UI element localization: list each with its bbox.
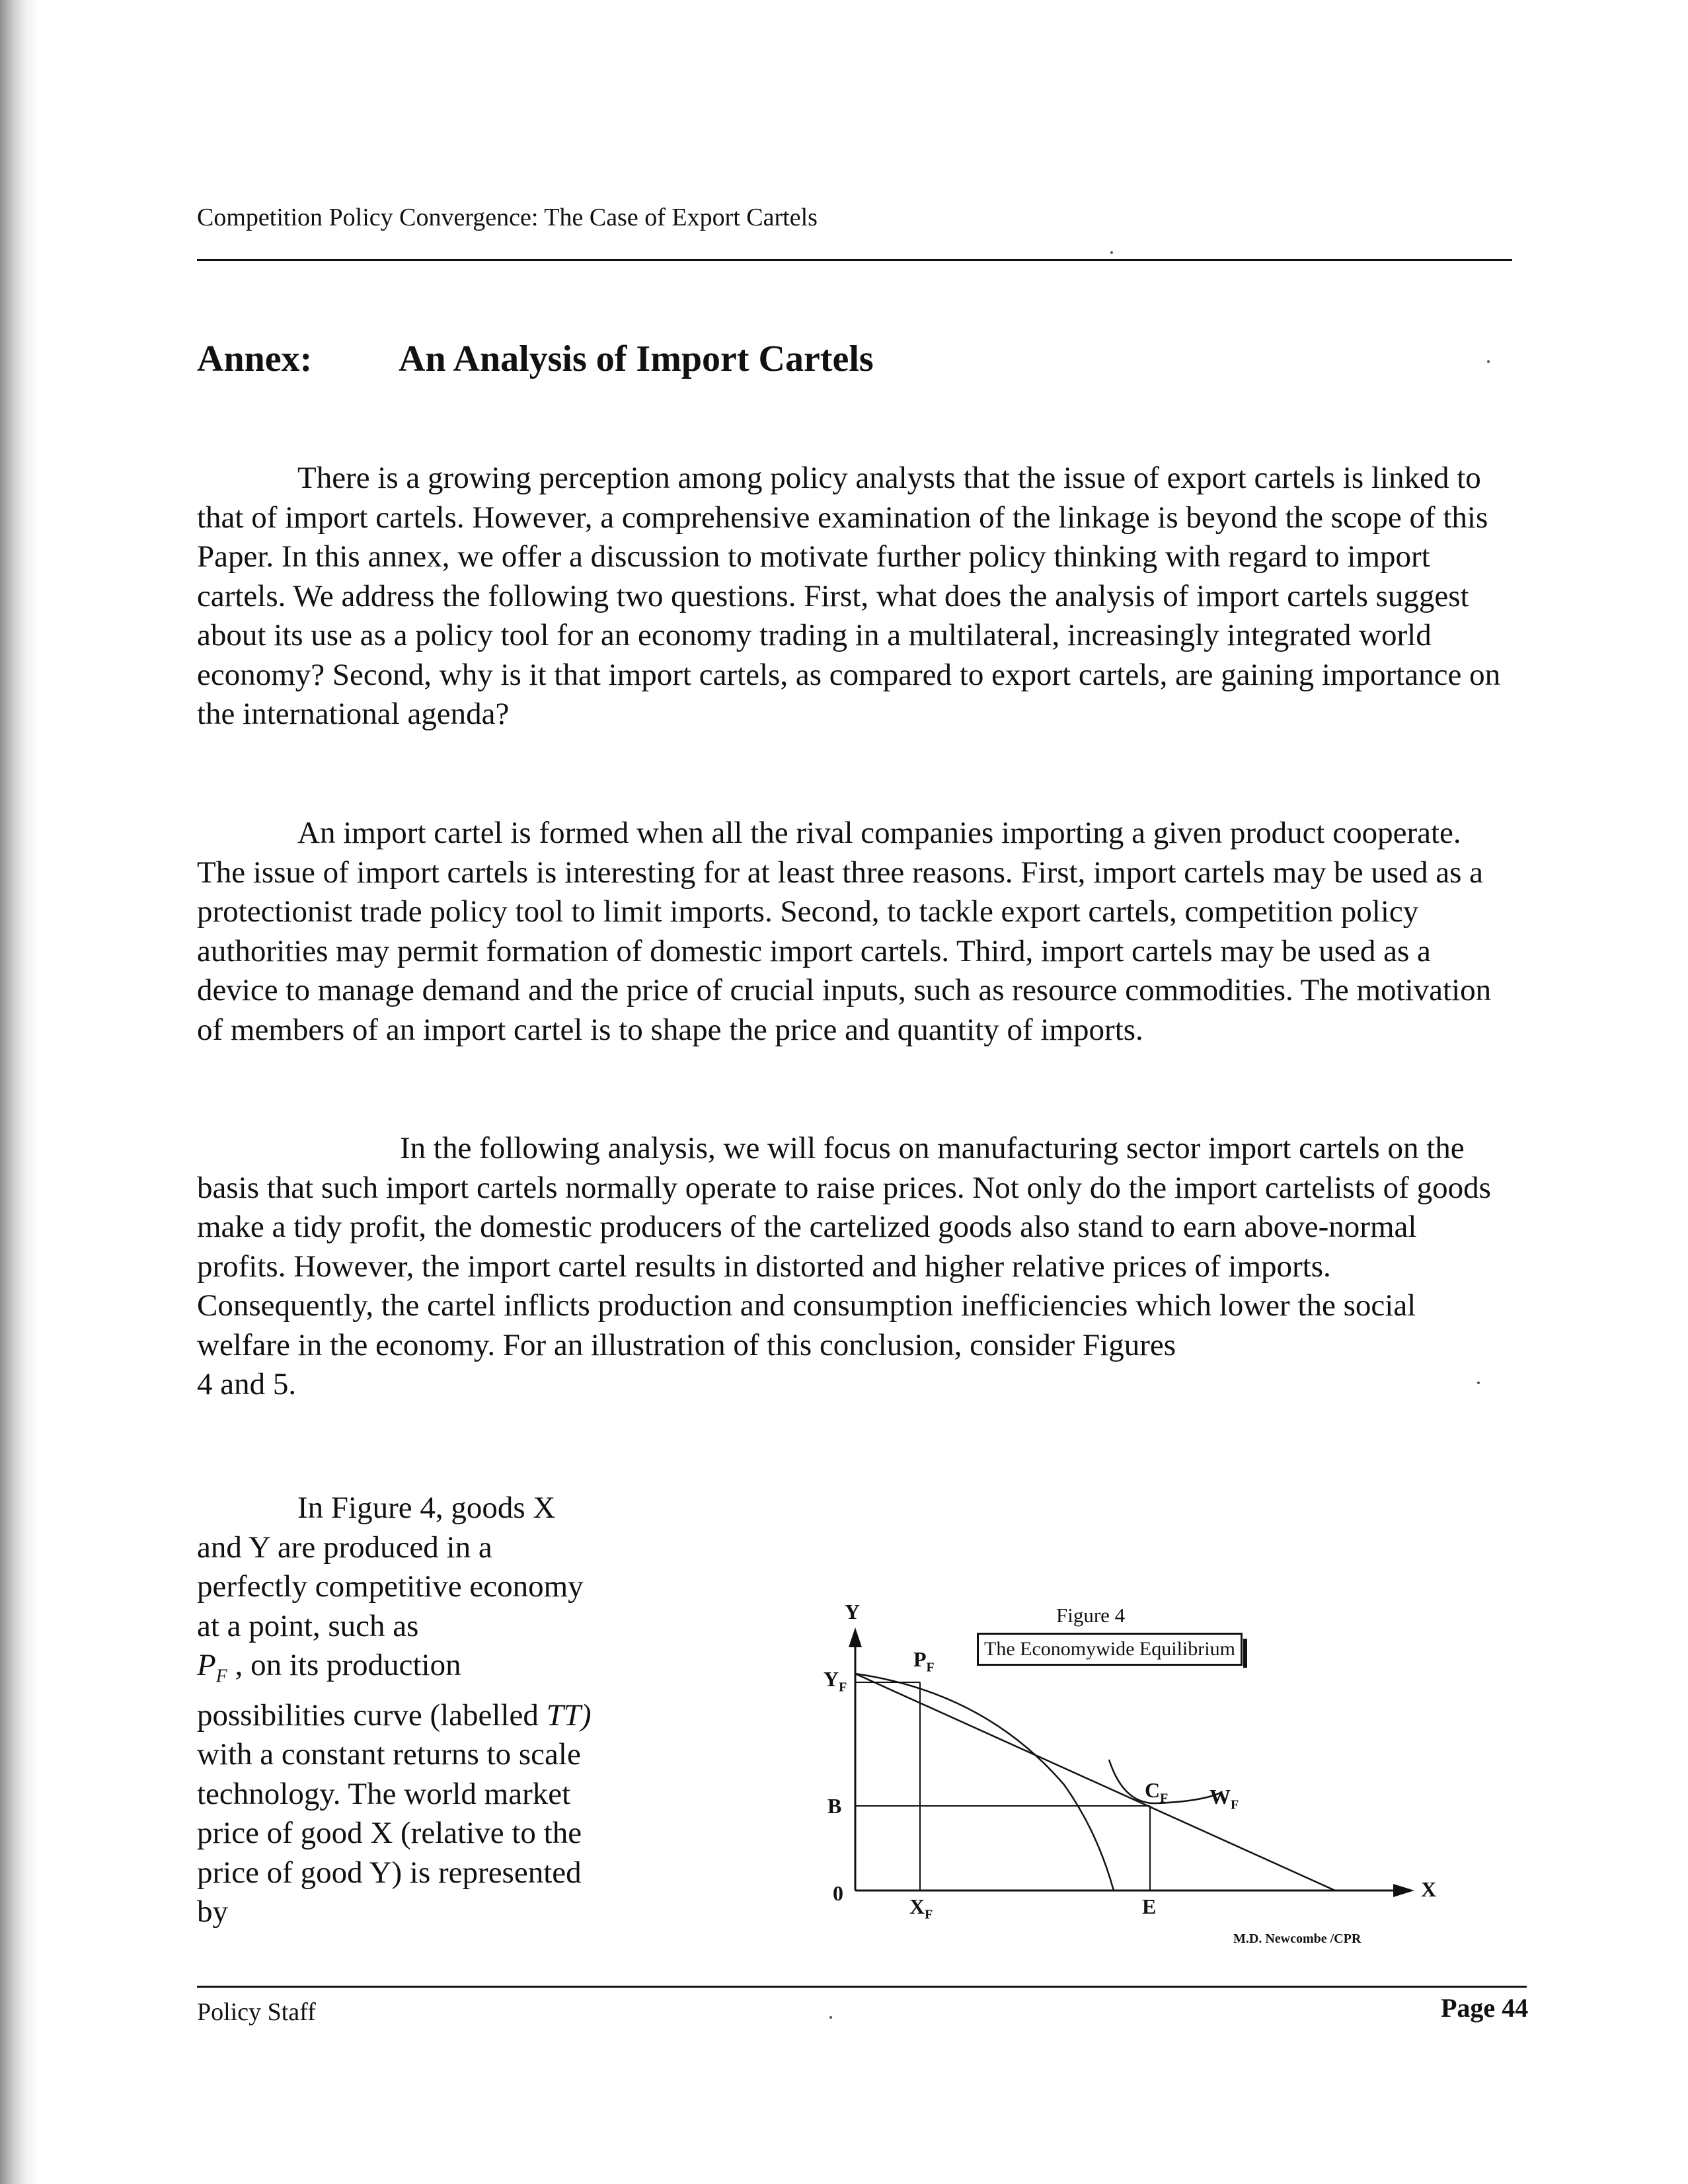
- production-possibilities-curve: [855, 1674, 1114, 1891]
- e-label: E: [1142, 1894, 1157, 1918]
- paragraph-1-text: There is a growing perception among policy analysts that the issue of export cartels is linked to that of import cartels. However, a comprehensive examination of the linkage is beyond the scope of this Paper. In this annex, we offer a discussion to motivate further policy thinking with regard to import cartels. We address the following two questions. First, what does the analysis of import cartels suggest about its use as a policy tool for an economy trading in a multilateral, increasingly integrated world economy? Second, why is it that import cartels, as compared to export cartels, are gaining importance on the international agenda?: [197, 461, 1501, 731]
- paragraph-4-end: with a constant returns to scale technology. The world market price of good X (relative to the price of good Y) is represented by: [197, 1737, 582, 1930]
- paragraph-3-tail: 4 and 5.: [197, 1367, 297, 1401]
- figure-4: [786, 1586, 1447, 1957]
- scan-speck: [1110, 251, 1113, 254]
- footer-left: Policy Staff: [197, 1998, 316, 2026]
- paragraph-4: [197, 1489, 607, 1932]
- figure-credit: M.D. Newcombe /CPR: [1233, 1931, 1362, 1946]
- paragraph-4-mid: , on its production possibilities curve (labelled: [197, 1648, 539, 1733]
- world-price-line: [855, 1674, 1335, 1891]
- y-axis-arrowhead: [849, 1627, 862, 1647]
- paragraph-2-text: An import cartel is formed when all the rival companies importing a given product cooperate. The issue of import cartels is interesting for at least three reasons. First, import cartels may be used as a protectionist trade policy tool to limit imports. Second, to tackle export cartels, competition policy authorities may permit formation of domestic import cartels. Third, import cartels may be used as a device to manage demand and the price of crucial inputs, such as resource commodities. The motivation of members of an import cartel is to shape the price and quantity of imports.: [197, 816, 1492, 1047]
- y-axis-label: Y: [845, 1600, 861, 1623]
- origin-label: 0: [833, 1881, 843, 1905]
- annex-title: An Analysis of Import Cartels: [399, 338, 874, 379]
- scan-edge-shadow: [0, 0, 40, 2184]
- tt-label: TT): [546, 1697, 592, 1733]
- footer-rule: [197, 1986, 1527, 1988]
- b-label: B: [827, 1794, 842, 1818]
- pf-label: $P_F$: [913, 1647, 935, 1675]
- cf-label: $C_F$: [1145, 1778, 1169, 1806]
- figure-title: The Economywide Equilibrium: [984, 1638, 1235, 1660]
- x-axis-label: X: [1421, 1877, 1437, 1901]
- paragraph-3-text: In the following analysis, we will focus on manufacturing sector import cartels on the basis that such import cartels normally operate to raise prices. Not only do the import cartelists of goods make a tidy profit, the domestic producers of the cartelized goods also stand to earn above-normal profits. However, the import cartel results in distorted and higher relative prices of imports. Consequently, the cartel inflicts production and consumption inefficiencies which lower the social welfare in the economy. For an illustration of this conclusion, consider Figures: [197, 1131, 1491, 1362]
- figure-title-box: [977, 1633, 1243, 1666]
- yf-label: $Y_F$: [824, 1667, 847, 1695]
- pf-symbol: P: [197, 1648, 216, 1682]
- header-rule: [197, 259, 1512, 261]
- annex-label: Annex:: [197, 338, 313, 379]
- wf-label: $W_F$: [1209, 1785, 1239, 1813]
- scan-speck: [829, 2016, 832, 2019]
- paragraph-1: [197, 459, 1512, 734]
- pf-symbol-sub: F: [215, 1666, 227, 1687]
- scan-speck: [1487, 360, 1490, 363]
- paragraph-2: [197, 814, 1512, 1050]
- paragraph-3: [197, 1129, 1512, 1405]
- figure-number: Figure 4: [1056, 1604, 1126, 1627]
- x-axis-arrowhead: [1393, 1884, 1414, 1897]
- scan-speck: [1477, 1382, 1480, 1384]
- xf-label: $X_F$: [909, 1894, 933, 1922]
- page-number: Page 44: [1441, 1993, 1529, 2023]
- paragraph-4-intro: In Figure 4, goods X and Y are produced in a perfectly competitive economy at a point, such as: [197, 1491, 584, 1643]
- running-head: Competition Policy Convergence: The Case of Export Cartels: [197, 204, 818, 231]
